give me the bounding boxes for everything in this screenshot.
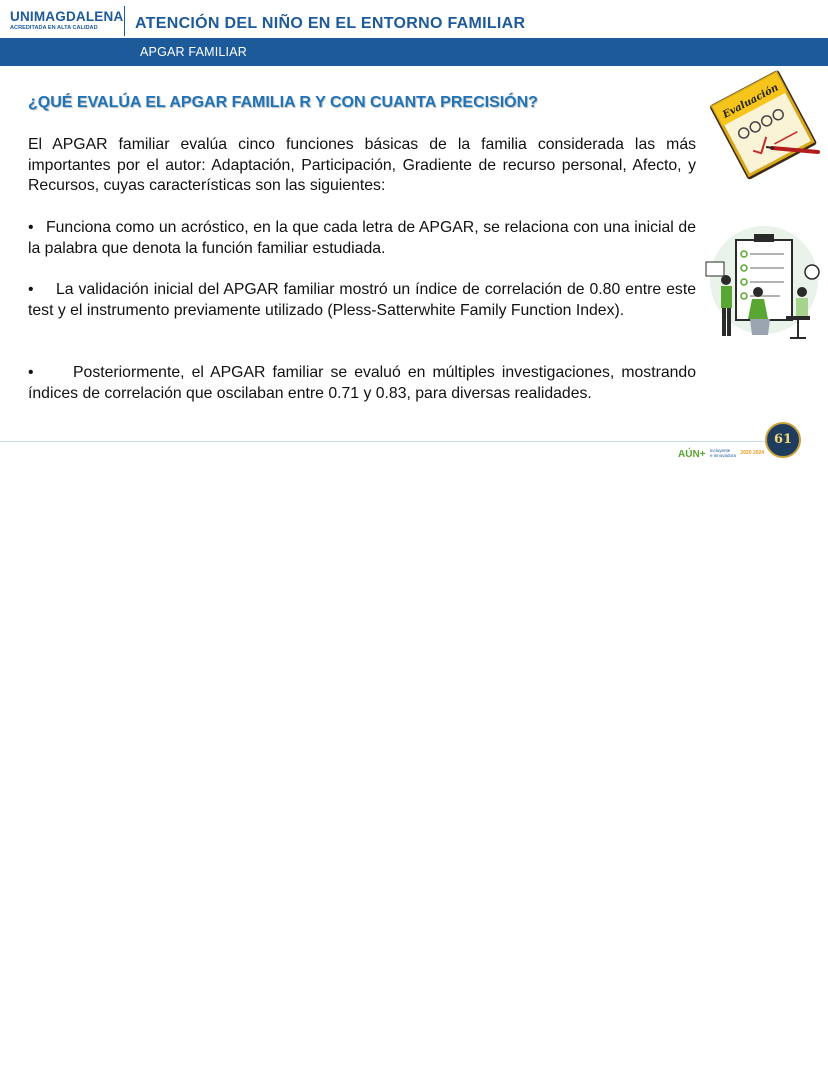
clipboard-people-icon [702, 222, 826, 346]
bullet-text-2: La validación inicial del APGAR familiar mostró un índice de correlación de 0.80 entre este test y el instrumento previamente utilizado (Pless-Satterwhite Family Function Index). [28, 281, 696, 319]
evaluation-notebook-icon [700, 56, 822, 186]
anniversary-seal-icon [765, 422, 801, 458]
seal-number: 61 [773, 432, 793, 447]
intro-paragraph: El APGAR familiar evalúa cinco funciones básicas de la familia considerada las más importantes por el autor: Adaptación, Participación, Gradiente de recurso personal, Afecto, y Recursos, cuyas características son las siguientes: [28, 136, 696, 194]
brand-line-1: incluyente [709, 447, 731, 453]
slide-heading: ¿QUÉ EVALÚA EL APGAR FAMILIA R Y CON CUANTA PRECISIÓN? [28, 94, 538, 111]
brand-years: 2020 2024 [740, 449, 765, 456]
footer-brand [678, 444, 768, 460]
bullet-text-1: Funciona como un acróstico, en la que cada letra de APGAR, se relaciona con una inicial de la palabra que denota la función familiar estudiada. [28, 219, 696, 257]
brand-name: AÚN+ [678, 449, 706, 460]
section-label: APGAR FAMILIAR [140, 45, 247, 59]
bullet-item-1 [28, 218, 696, 259]
header-divider [124, 6, 125, 36]
bullet-item-2 [28, 280, 696, 321]
bullet-icon: • [28, 219, 34, 236]
brand-tagline [710, 448, 736, 458]
university-name: UNIMAGDALENA [10, 9, 124, 24]
bullet-item-3 [28, 363, 696, 404]
notebook-label: Evaluación [721, 82, 781, 121]
bullet-icon: • [28, 364, 34, 381]
university-tagline: ACREDITADA EN ALTA CALIDAD [10, 25, 98, 31]
brand-line-2: e innovadora [709, 452, 736, 458]
slide [0, 0, 828, 466]
course-title: ATENCIÓN DEL NIÑO EN EL ENTORNO FAMILIAR [135, 15, 526, 32]
bullet-text-3: Posteriormente, el APGAR familiar se evaluó en múltiples investigaciones, mostrando índices de correlación que oscilaban entre 0.71 y 0.83, para diversas realidades. [28, 364, 696, 402]
bullet-icon: • [28, 281, 34, 298]
footer-divider [0, 441, 770, 442]
university-logo [10, 9, 124, 32]
